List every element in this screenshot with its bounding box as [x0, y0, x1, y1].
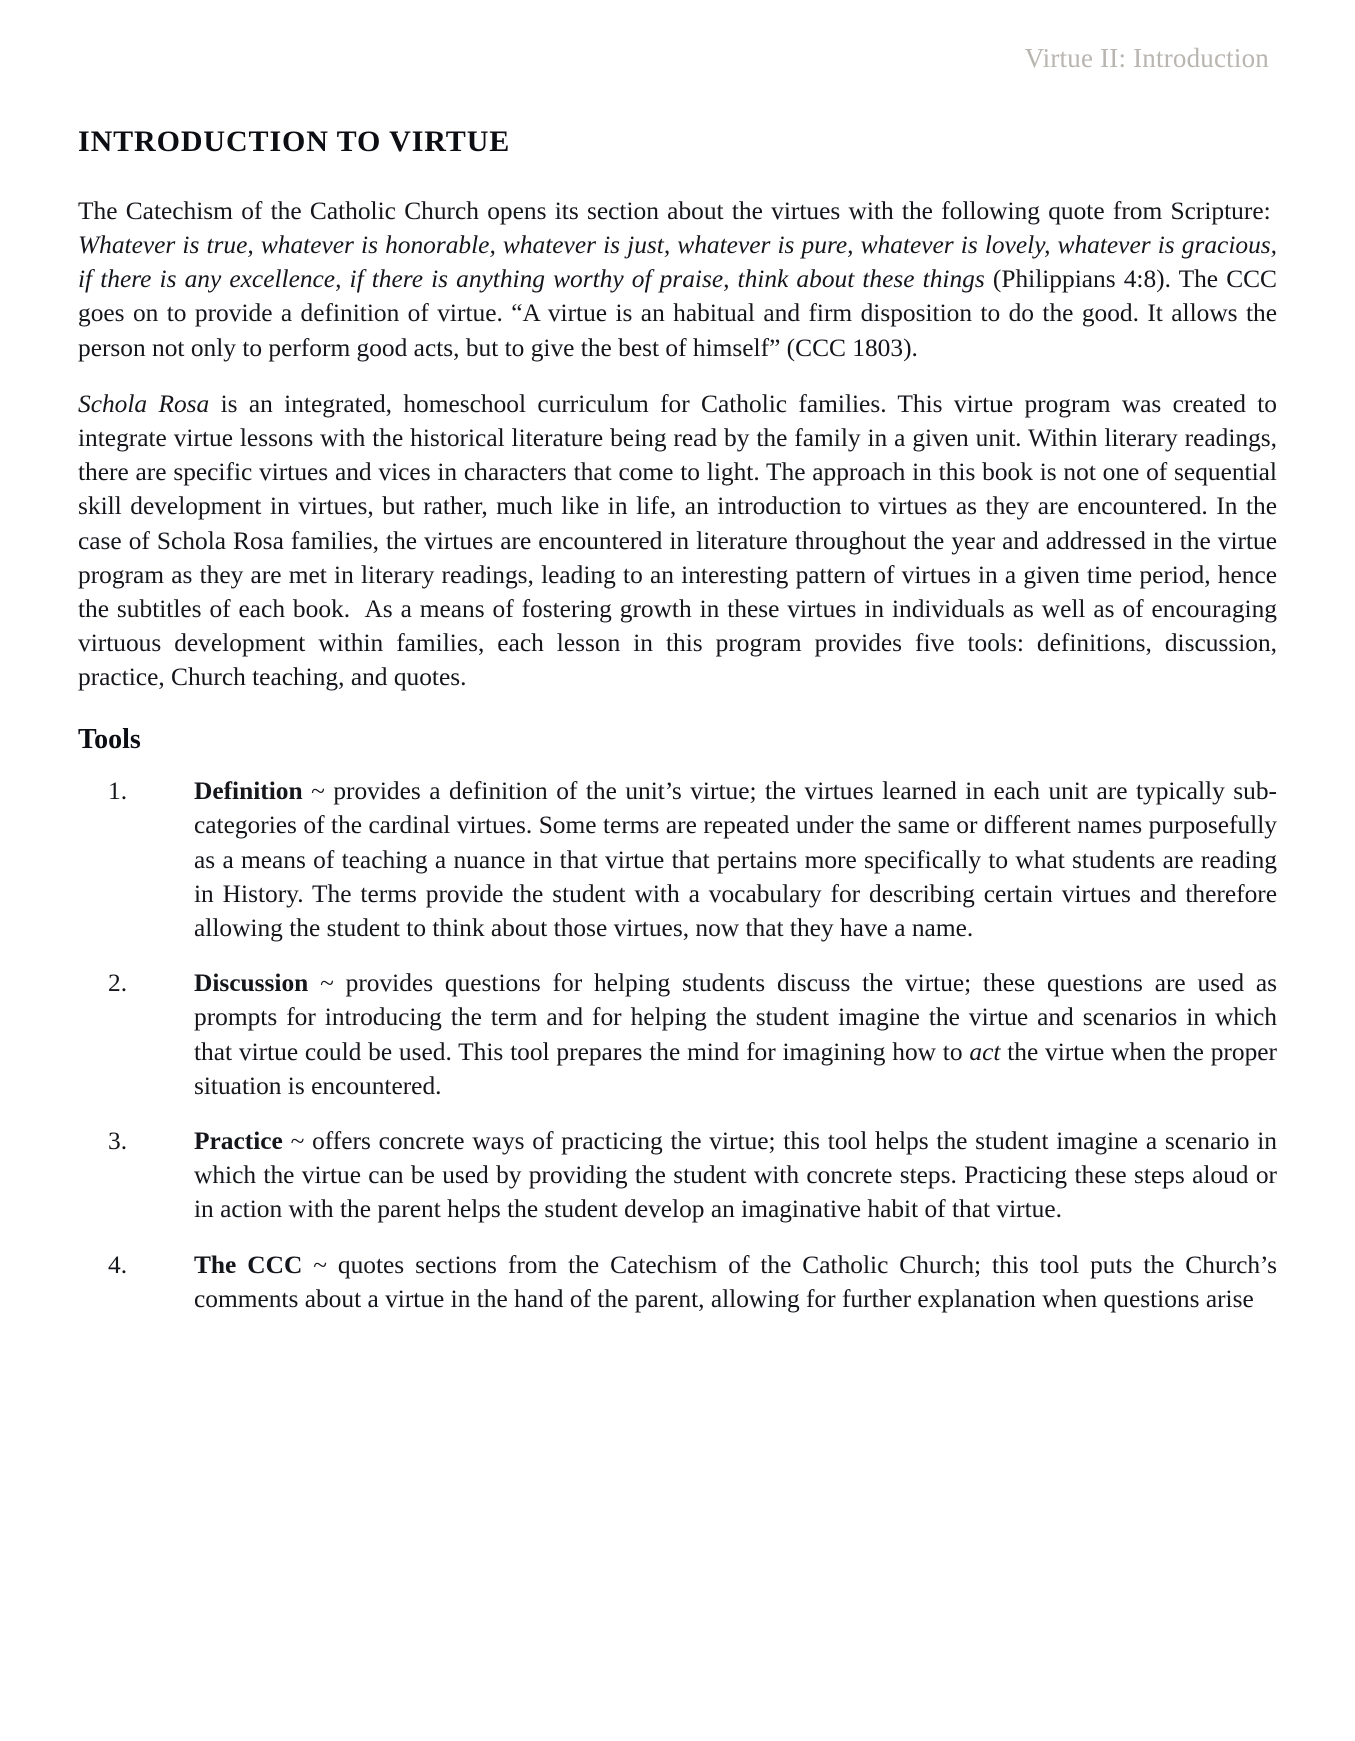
tools-list — [78, 774, 1277, 1316]
tool-body-definition: ~ provides a definition of the unit’s virtue; the virtues learned in each unit are typically sub-categories of the cardinal virtues. Some terms are repeated under the same or different names purposefully as a means of teaching a nuance in that virtue that pertains more specifically to what students are reading in History. The terms provide the student with a vocabulary for describing certain virtues and therefore allowing the student to think about those virtues, now that they have a name. — [194, 777, 1277, 942]
running-header: Virtue II: Introduction — [1024, 43, 1269, 73]
tool-emphasis-act: act — [969, 1037, 1001, 1066]
paragraph-2-text: is an integrated, homeschool curriculum for Catholic families. This virtue program was created to integrate virtue lessons with the historical literature being read by the family in a given unit. Within literary readings, there are specific virtues and vices in characters that come to light. The approach in this book is not one of sequential skill development in virtues, but rather, much like in life, an introduction to virtues as they are encountered. In the case of Schola Rosa families, the virtues are encountered in literature throughout the year and addressed in the virtue program as they are met in literary readings, leading to an interesting pattern of virtues in a given time period, hence the subtitles of each book. As a means of fostering growth in these virtues in individuals as well as of encouraging virtuous development within families, each lesson in this program provides five tools: definitions, discussion, practice, Church teaching, and quotes. — [78, 389, 1278, 692]
page-title: INTRODUCTION TO VIRTUE — [78, 124, 511, 158]
list-item — [78, 1124, 1277, 1227]
list-item — [78, 774, 1277, 945]
paragraph-schola-rosa — [78, 387, 1277, 695]
list-item — [78, 966, 1277, 1103]
curriculum-name: Schola Rosa — [78, 389, 210, 418]
list-item — [78, 1248, 1277, 1316]
list-item-number: 1. — [108, 777, 128, 806]
tool-body-the-ccc: ~ quotes sections from the Catechism of the Catholic Church; this tool puts the Church’s comments about a virtue in the hand of the parent, allowing for further explanation when questions arise — [194, 1250, 1277, 1313]
section-heading-tools: Tools — [78, 723, 141, 755]
scripture-quote-philippians: Whatever is true, whatever is honorable, whatever is just, whatever is pure, whatever is lovely, whatever is gracious, if there is any excellence, if there is anything worthy of praise, think about these things — [78, 230, 1277, 294]
list-item-number: 4. — [108, 1250, 128, 1279]
tool-body-discussion: ~ provides questions for helping students discuss the virtue; these questions are used as prompts for introducing the term and for helping the student imagine the virtue and scenarios in which that virtue could be used. This tool prepares the mind for imagining how to — [194, 969, 1277, 1066]
tool-term-discussion: Discussion — [194, 969, 309, 998]
paragraph-1-tail: (Philippians 4:8). The CCC goes on to provide a definition of virtue. “A virtue is an habitual and firm disposition to do the good. It allows the person not only to perform good acts, but to give the best of himself” (CCC 1803). — [78, 265, 1277, 362]
paragraph-catechism-intro — [78, 194, 1277, 365]
list-item-number: 2. — [108, 969, 128, 998]
tool-term-the-ccc: The CCC — [194, 1250, 303, 1279]
paragraph-1-lead: The Catechism of the Catholic Church opens its section about the virtues with the following quote from Scripture: — [78, 196, 1277, 225]
tool-term-definition: Definition — [194, 777, 303, 806]
list-item-number: 3. — [108, 1126, 128, 1155]
tool-body-discussion-tail: the virtue when the proper situation is encountered. — [194, 1037, 1277, 1100]
tool-term-practice: Practice — [194, 1126, 283, 1155]
tool-body-practice: ~ offers concrete ways of practicing the virtue; this tool helps the student imagine a scenario in which the virtue can be used by providing the student with concrete steps. Practicing these steps aloud or in action with the parent helps the student develop an imaginative habit of that virtue. — [194, 1126, 1277, 1224]
